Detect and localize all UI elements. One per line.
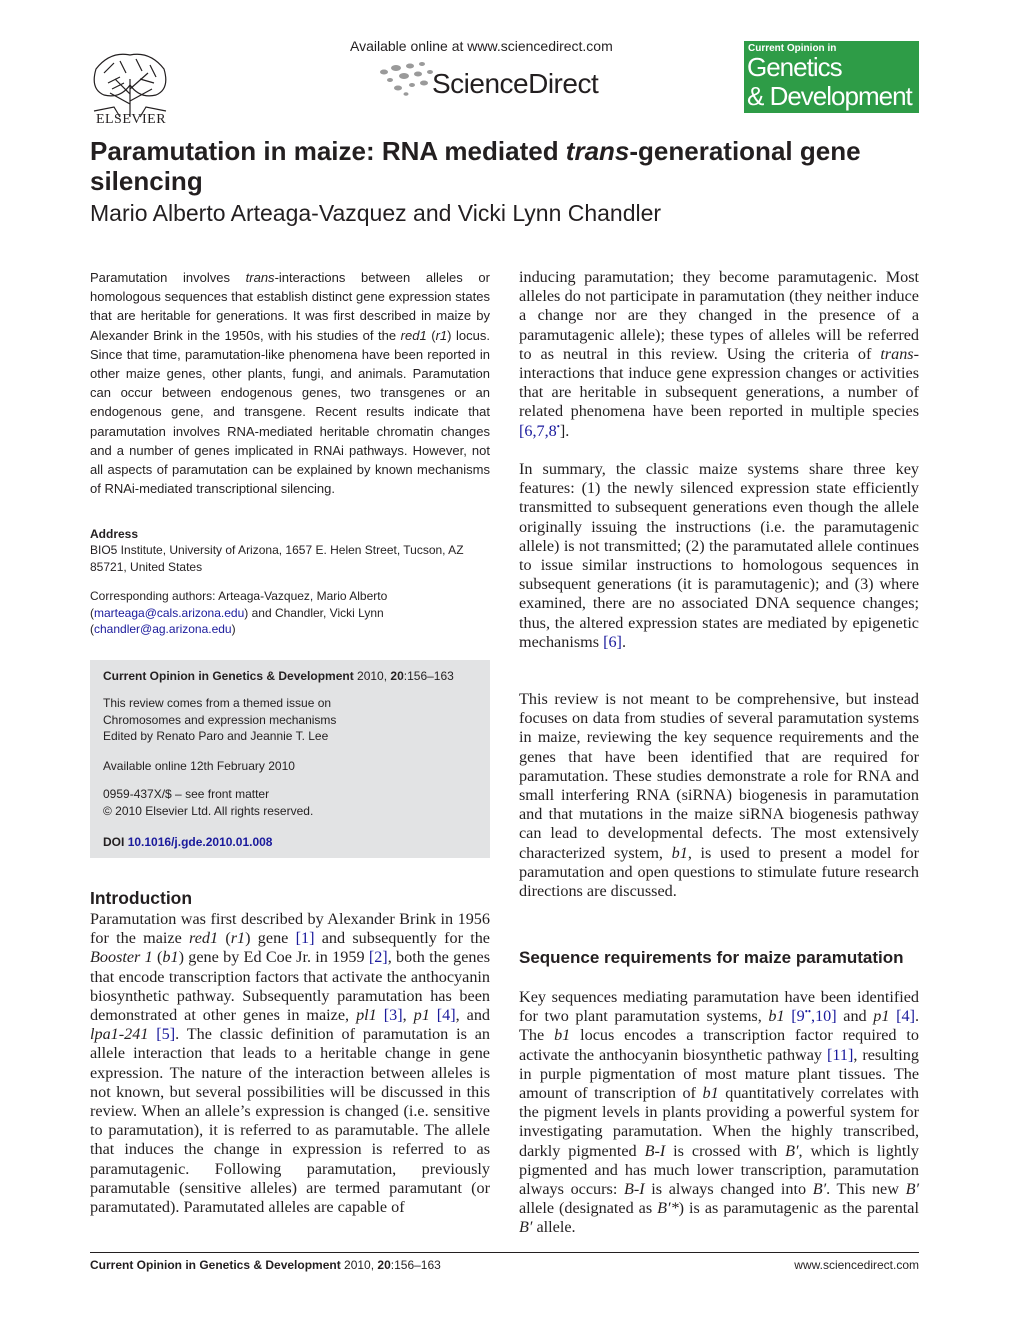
title-part: -generational gene silencing bbox=[90, 136, 861, 196]
ref-link[interactable]: [9••,10] bbox=[791, 1006, 837, 1026]
title-part: Paramutation in maize: RNA mediated bbox=[90, 136, 566, 166]
infobox-issn: 0959-437X/$ – see front matter © 2010 Elsevier Ltd. All rights reserved. bbox=[103, 787, 314, 818]
infobox-theme: This review comes from a themed issue on Chromosomes and expression mechanisms Edited by Renato Paro and Jeannie T. Lee bbox=[103, 696, 337, 743]
introduction-heading: Introduction bbox=[90, 888, 193, 908]
email-link-arteaga[interactable]: marteaga@cals.arizona.edu bbox=[94, 605, 245, 620]
introduction-text: Paramutation was first described by Alexander Brink in 1956 for the maize red1 (r1) gene [1] and subsequently for the Booster 1 (b1) gene by Ed Coe Jr. in 1959 [2], both the genes that encode transcription factors that activate the anthocyanin biosynthetic pathway. Subsequently paramutation has been demonstrated at other genes in maize, pl1 [3], p1 [4], and lpa1-241 [5]. The classic definition of paramutation is an allele interaction that leads to a heritable change in gene expression. The nature of the interaction between alleles is not known, but several possibilities will be discussed in this review. When an allele’s expression is changed (i.e. sensitive to paramutation), it is referred to as paramutable. The allele that induces the change in expression is referred to as paramutagenic. Following paramutation, previously paramutable (sensitive alleles) are termed paramutant (or paramutated). Paramutated alleles are capable of bbox=[90, 910, 491, 1217]
infobox-doi: DOI 10.1016/j.gde.2010.01.008 bbox=[103, 835, 273, 849]
email-link-chandler[interactable]: chandler@ag.arizona.edu bbox=[94, 622, 232, 636]
body-paragraph-4: Key sequences mediating paramutation have been identified for two plant paramutation systems, b1 [9••,10] and p1 [4]. The b1 locus encodes a transcription factor required to activate the anthocyanin biosynthetic pathway [11], resulting in purple pigmentation of most mature plant tissues. The amount of transcription of b1 quantitatively correlates with the pigment levels in plants providing a powerful system for investigating paramutation. When the highly transcribed, darkly pigmented B-I is crossed with B′, which is lightly pigmented and has much lower transcription, paramutation always occurs: B-I is always changed into B′. This new B′ allele (designated as B′*) is as paramutagenic as the parental B′ allele. bbox=[519, 988, 920, 1237]
ref-link[interactable]: [4] bbox=[436, 1006, 456, 1025]
article-authors: Mario Alberto Arteaga-Vazquez and Vicki Lynn Chandler bbox=[90, 200, 662, 226]
sciencedirect-dots-icon bbox=[376, 58, 436, 98]
doi-link[interactable]: 10.1016/j.gde.2010.01.008 bbox=[127, 835, 273, 849]
publisher-name: ELSEVIER bbox=[95, 112, 167, 127]
title-italic: trans bbox=[565, 136, 630, 166]
footer-divider bbox=[90, 1252, 919, 1253]
footer-citation: Current Opinion in Genetics & Development 2010, 20:156–163 bbox=[90, 1258, 441, 1272]
ref-link[interactable]: [3] bbox=[383, 1006, 403, 1025]
body-paragraph-2: In summary, the classic maize systems share three key features: (1) the newly silenced expression state efficiently transmitted to subsequent generations even though the allele originally issuing the instructions (i.e. the paramutagenic allele) is not transmitted; (2) the paramutated allele continues to issue similar instructions to homologous sequences in subsequent generations (it is paramutagenic); and (3) where examined, there are no associated DNA sequence changes; thus, the altered expression states are mediated by epigenetic mechanisms [6]. bbox=[519, 460, 919, 651]
journal-logo-line2: & Development bbox=[747, 81, 912, 111]
ref-link[interactable]: [5] bbox=[156, 1025, 176, 1044]
ref-link[interactable]: [4] bbox=[896, 1007, 915, 1026]
abstract: Paramutation involves trans-interactions between alleles or homologous sequences that establish distinct gene expression states that are heritable for generations. It was first described in maize by Alexander Brink in the 1950s, with his studies of the red1 (r1) locus. Since that time, paramutation-like phenomena have been reported in other maize genes, other plants, fungi, and animals. Paramutation can occur between endogenous genes, two transgenes or an endogenous gene, and transgene. Recent results indicate that paramutation involves RNA-mediated heritable chromatin changes and a number of genes implicated in RNAi pathways. However, not all aspects of paramutation can be explained by known mechanisms of RNAi-mediated transcriptional silencing. bbox=[90, 270, 490, 497]
journal-logo-line1: Genetics bbox=[747, 52, 842, 82]
sciencedirect-wordmark: ScienceDirect bbox=[432, 68, 599, 99]
corresponding-authors: Corresponding authors: Arteaga-Vazquez, Mario Alberto (marteaga@cals.arizona.edu) and Chandler, Vicki Lynn (chandler@ag.arizona.edu) bbox=[90, 589, 388, 636]
available-online-text: Available online at www.sciencedirect.com bbox=[350, 38, 613, 54]
journal-logo-top: Current Opinion in bbox=[748, 43, 837, 54]
body-paragraph-1: inducing paramutation; they become paramutagenic. Most alleles do not participate in paramutation (they neither induce a change nor are they changed in the presence of a paramutagenic allele); these types of alleles will be referred to as neutral in this review. Using the criteria of trans-interactions that induce gene expression changes or activities that are heritable in subsequent generations, a number of related phenomena have been reported in multiple species [6,7,8•]. bbox=[519, 268, 919, 440]
article-info-box bbox=[90, 660, 490, 858]
article-title bbox=[90, 136, 870, 196]
ref-link[interactable]: [6] bbox=[603, 632, 622, 651]
journal-logo bbox=[744, 41, 919, 113]
body-paragraph-3: This review is not meant to be comprehensive, but instead focuses on data from studies of several paramutation systems in maize, reviewing the key sequence requirements and the genes that have been identified that are required for paramutation. These studies demonstrate a role for RNA and small interfering RNA (siRNA) biogenesis in paramutation and that mutations in the maize siRNA biogenesis pathway can lead to developmental defects. The most extensively characterized system, b1, is used to present a model for paramutation and open questions to stimulate future research directions are discussed. bbox=[519, 690, 919, 901]
ref-link[interactable]: [6,7,8• bbox=[519, 421, 560, 440]
ref-link[interactable]: [11] bbox=[826, 1045, 854, 1064]
infobox-citation: Current Opinion in Genetics & Development 2010, 20:156–163 bbox=[103, 669, 454, 683]
sequence-requirements-heading: Sequence requirements for maize paramutation bbox=[519, 948, 904, 967]
address-text: BIO5 Institute, University of Arizona, 1657 E. Helen Street, Tucson, AZ 85721, United States bbox=[90, 543, 464, 574]
address-heading: Address bbox=[90, 527, 139, 541]
infobox-available: Available online 12th February 2010 bbox=[103, 759, 295, 773]
footer-url[interactable]: www.sciencedirect.com bbox=[794, 1258, 919, 1272]
ref-link[interactable]: [2] bbox=[368, 948, 388, 967]
ref-link[interactable]: [1] bbox=[295, 929, 315, 948]
